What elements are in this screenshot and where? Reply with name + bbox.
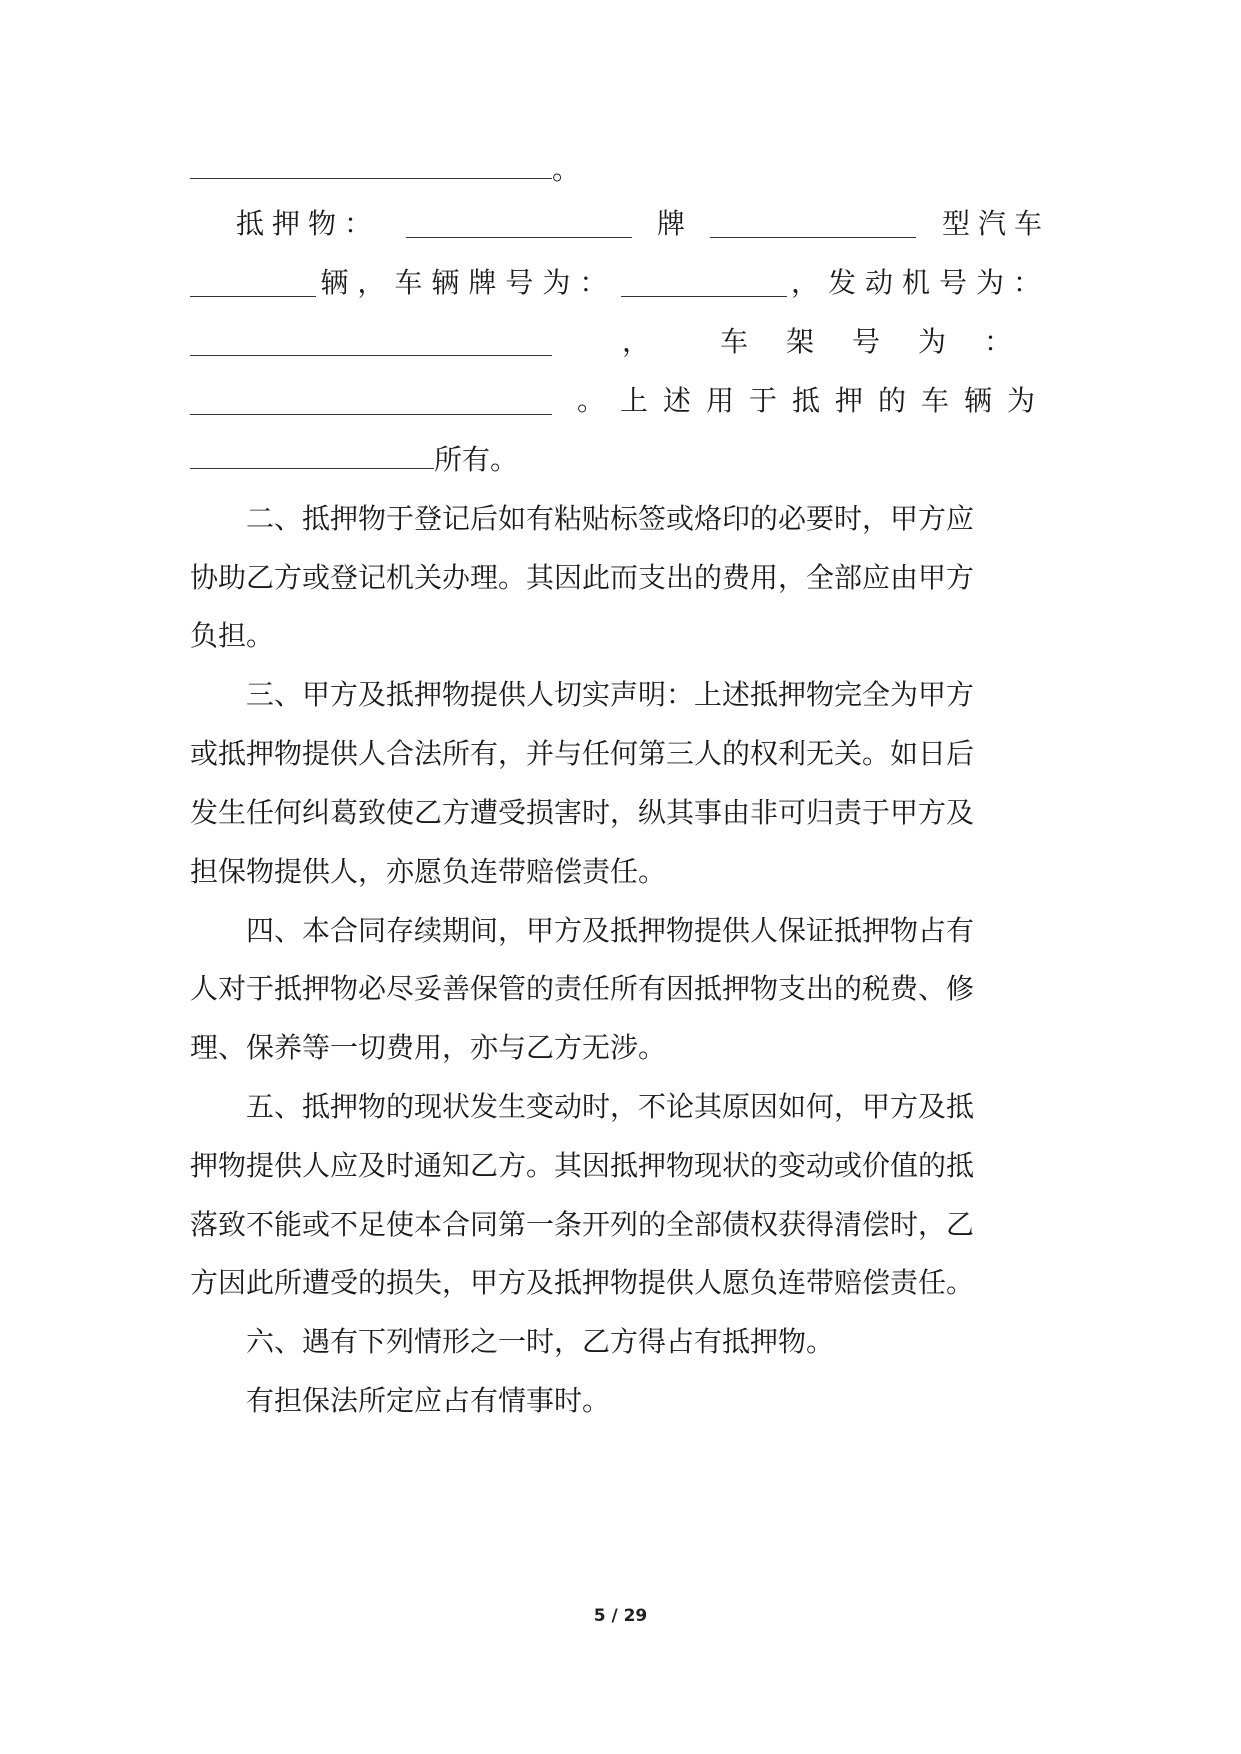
clause-4-line-2: 人对于抵押物必尽妥善保管的责任所有因抵押物支出的税费、修 — [190, 972, 975, 1005]
text-line — [190, 263, 1050, 303]
clause-2-line-3: 负担。 — [190, 619, 275, 652]
collateral-label: 抵押物： — [236, 207, 381, 240]
clause-4-line-3: 理、保养等一切费用，亦与乙方无涉。 — [190, 1031, 667, 1064]
text-line — [190, 381, 1050, 421]
clause-2-line-1: 二、抵押物于登记后如有粘贴标签或烙印的必要时，甲方应 — [246, 502, 975, 535]
page-number: 5 / 29 — [593, 1606, 648, 1626]
text-line — [190, 322, 1050, 362]
brand-label: 牌 — [656, 207, 685, 240]
clause-5-line-1: 五、抵押物的现状发生变动时，不论其原因如何，甲方及抵 — [246, 1090, 975, 1123]
blank-field — [190, 270, 316, 297]
text-line — [190, 440, 1050, 480]
owner-suffix: 所有。 — [434, 443, 519, 476]
quantity-label: 辆，车辆牌号为： — [320, 266, 617, 299]
clause-6-item-1: 有担保法所定应占有情事时。 — [246, 1384, 611, 1417]
frame-label: 车架号为： — [719, 325, 1050, 358]
engine-comma: ， — [621, 325, 650, 358]
clause-3-line-1: 三、甲方及抵押物提供人切实声明：上述抵押物完全为甲方 — [246, 678, 975, 711]
frame-suffix: 。上述用于抵押的车辆为 — [576, 384, 1050, 417]
blank-field — [190, 442, 434, 469]
blank-field — [190, 388, 552, 415]
clause-2-line-2: 协助乙方或登记机关办理。其因此而支出的费用，全部应由甲方 — [190, 561, 975, 594]
blank-field — [190, 329, 552, 356]
line-end-punctuation: 。 — [552, 153, 581, 186]
blank-field — [710, 211, 916, 238]
clause-5-line-2: 押物提供人应及时通知乙方。其因抵押物现状的变动或价值的抵 — [190, 1149, 975, 1182]
clause-4-line-1: 四、本合同存续期间，甲方及抵押物提供人保证抵押物占有 — [246, 914, 975, 947]
text-line — [190, 150, 1050, 190]
clause-3-line-4: 担保物提供人，亦愿负连带赔偿责任。 — [190, 855, 667, 888]
blank-field — [406, 211, 632, 238]
clause-3-line-3: 发生任何纠葛致使乙方遭受损害时，纵其事由非可归责于甲方及 — [190, 796, 975, 829]
text-line — [236, 204, 1050, 244]
clause-5-line-4: 方因此所遭受的损失，甲方及抵押物提供人愿负连带赔偿责任。 — [190, 1266, 975, 1299]
clause-6-line-1: 六、遇有下列情形之一时，乙方得占有抵押物。 — [246, 1325, 835, 1358]
clause-3-line-2: 或抵押物提供人合法所有，并与任何第三人的权利无关。如日后 — [190, 737, 975, 770]
plate-label: ，发动机号为： — [790, 266, 1050, 299]
blank-field — [190, 152, 552, 179]
clause-5-line-3: 落致不能或不足使本合同第一条开列的全部债权获得清偿时，乙 — [190, 1208, 975, 1241]
model-label: 型汽车 — [941, 207, 1050, 240]
blank-field — [621, 270, 787, 297]
